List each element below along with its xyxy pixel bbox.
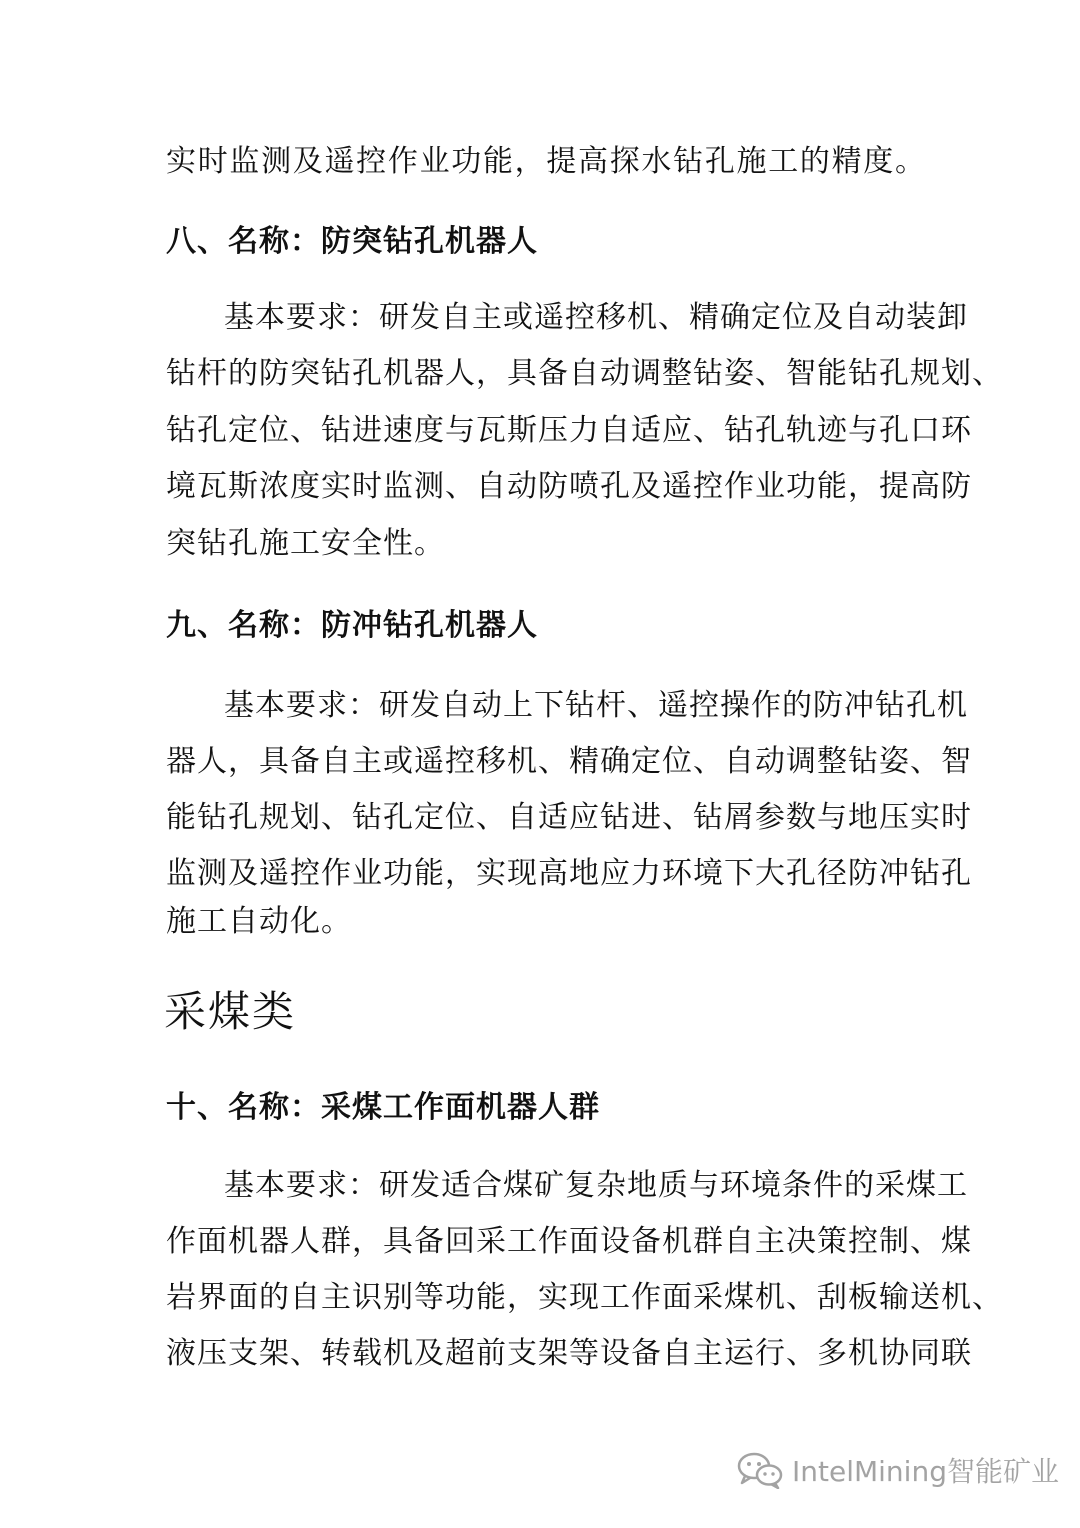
item-10-line-2: 作面机器人群，具备回采工作面设备机群自主决策控制、煤 — [166, 1224, 972, 1259]
item-10-line-4: 液压支架、转载机及超前支架等设备自主运行、多机协同联 — [166, 1336, 972, 1371]
item-8-line-1: 基本要求：研发自主或遥控移机、精确定位及自动装卸 — [224, 300, 968, 335]
item-10-line-1: 基本要求：研发适合煤矿复杂地质与环境条件的采煤工 — [224, 1168, 968, 1203]
item-9-line-3: 能钻孔规划、钻孔定位、自适应钻进、钻屑参数与地压实时 — [166, 800, 972, 835]
item-10-heading: 十、名称：采煤工作面机器人群 — [166, 1090, 600, 1125]
item-9-heading: 九、名称：防冲钻孔机器人 — [166, 608, 538, 643]
item-8-line-2: 钻杆的防突钻孔机器人，具备自动调整钻姿、智能钻孔规划、 — [166, 356, 1003, 391]
watermark-text: IntelMining智能矿业 — [792, 1455, 1059, 1488]
section-title: 采煤类 — [164, 987, 297, 1036]
item-8-heading: 八、名称：防突钻孔机器人 — [166, 224, 538, 259]
item-10-line-3: 岩界面的自主识别等功能，实现工作面采煤机、刮板输送机、 — [166, 1280, 1003, 1315]
wechat-icon — [736, 1451, 784, 1489]
item-8-line-4: 境瓦斯浓度实时监测、自动防喷孔及遥控作业功能，提高防 — [166, 469, 972, 504]
item-9-line-2: 器人，具备自主或遥控移机、精确定位、自动调整钻姿、智 — [166, 744, 972, 779]
item-8-line-3: 钻孔定位、钻进速度与瓦斯压力自适应、钻孔轨迹与孔口环 — [166, 413, 972, 448]
watermark — [736, 1450, 1059, 1490]
item-9-line-5: 施工自动化。 — [166, 904, 352, 939]
item-8-line-5: 突钻孔施工安全性。 — [166, 526, 445, 561]
item-9-line-1: 基本要求：研发自动上下钻杆、遥控操作的防冲钻孔机 — [224, 688, 968, 723]
paragraph-line: 实时监测及遥控作业功能，提高探水钻孔施工的精度。 — [166, 144, 926, 179]
item-9-line-4: 监测及遥控作业功能，实现高地应力环境下大孔径防冲钻孔 — [166, 856, 972, 891]
